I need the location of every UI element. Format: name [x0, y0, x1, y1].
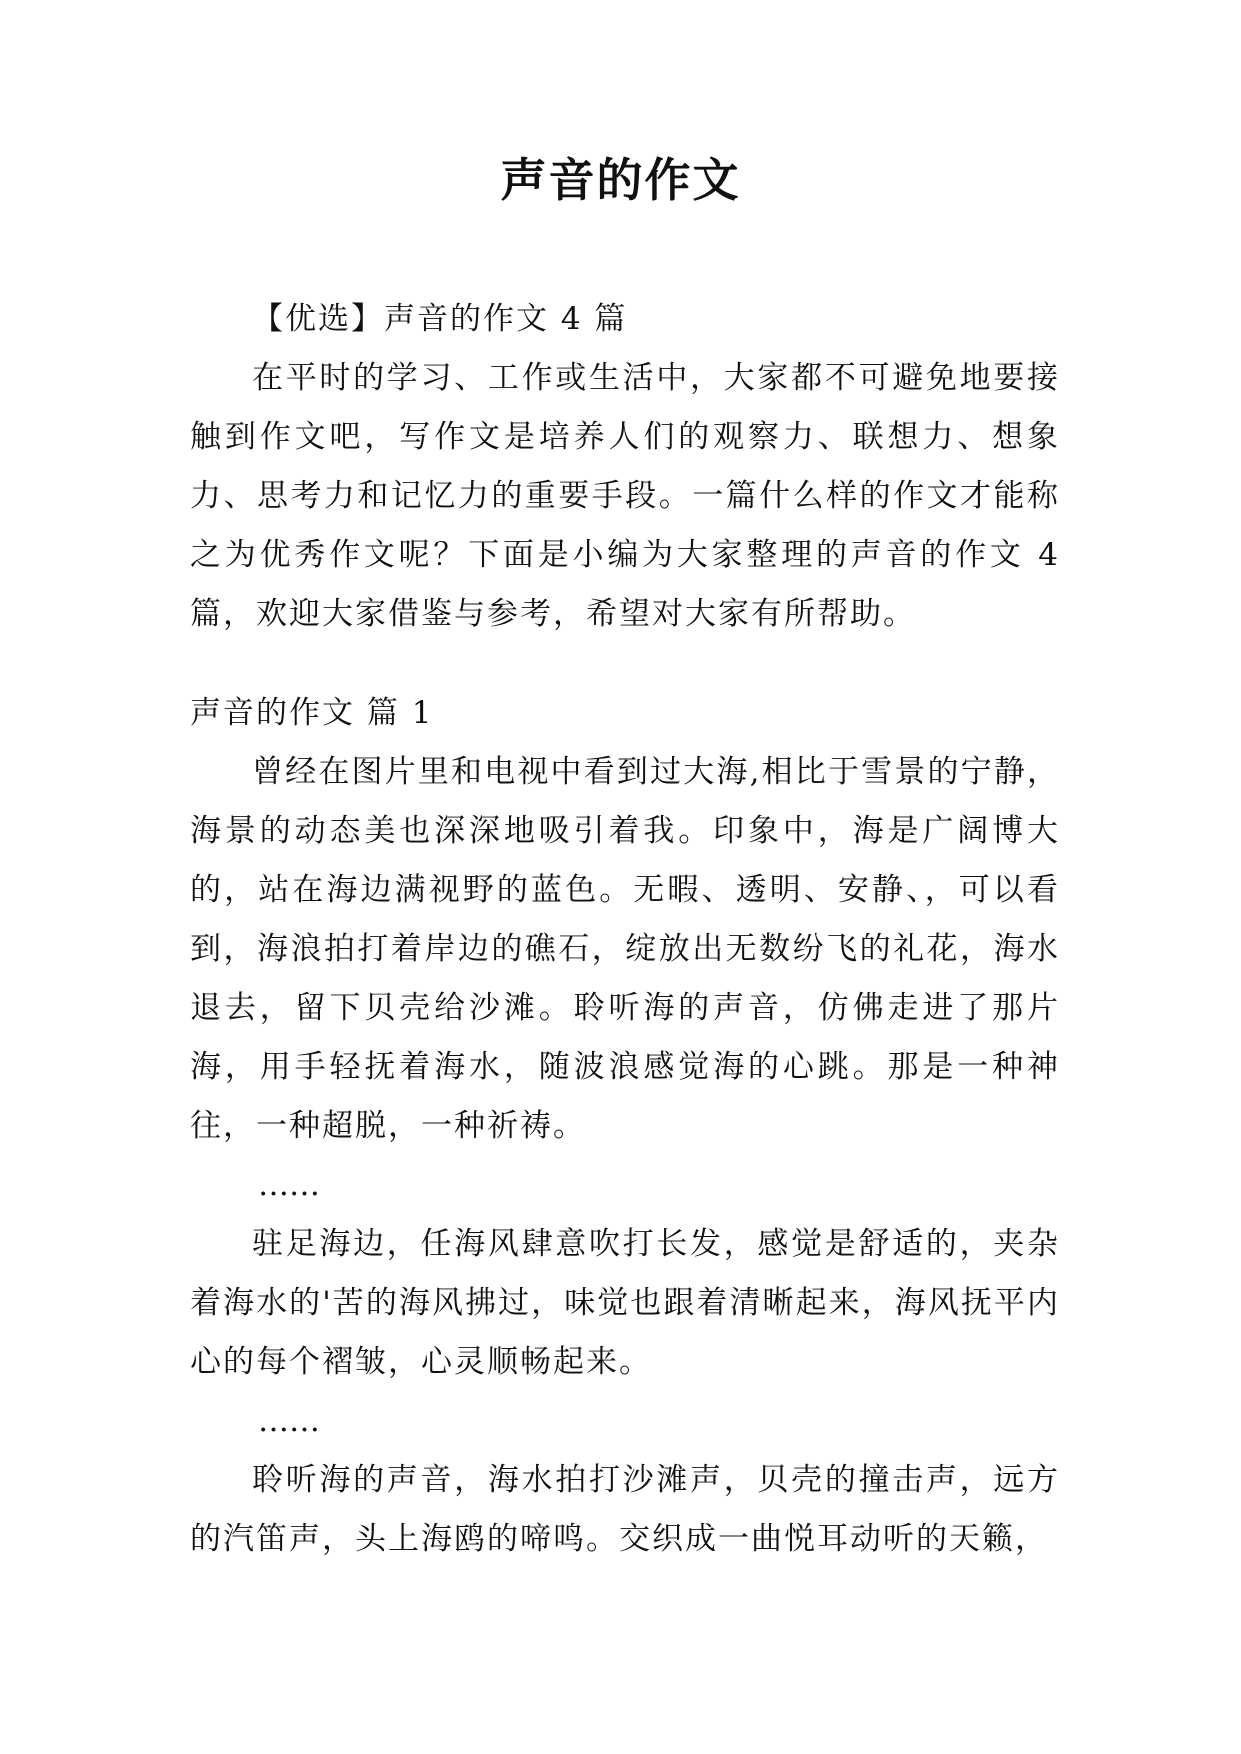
ellipsis-1: …… [258, 1167, 320, 1203]
document-body [190, 290, 1060, 1569]
document-title: 声音的作文 [500, 153, 741, 207]
body-paragraph-3: 聆听海的声音，海水拍打沙滩声，贝壳的撞击声，远方的汽笛声，头上海鸥的啼鸣。交织成一曲悦耳动听的天籁， [190, 1462, 1060, 1557]
document-subtitle: 【优选】声音的作文 4 篇 [252, 301, 628, 337]
ellipsis-2: …… [258, 1403, 320, 1439]
section-heading: 声音的作文 篇 1 [190, 695, 434, 731]
body-paragraph-2: 驻足海边，任海风肆意吹打长发，感觉是舒适的，夹杂着海水的'苦的海风拂过，味觉也跟着清晰起来，海风抚平内心的每个褶皱，心灵顺畅起来。 [190, 1226, 1060, 1380]
body-paragraph-1: 曾经在图片里和电视中看到过大海,相比于雪景的宁静，海景的动态美也深深地吸引着我。印象中，海是广阔博大的，站在海边满视野的蓝色。无暇、透明、安静、，可以看到，海浪拍打着岸边的礁石，绽放出无数纷飞的礼花，海水退去，留下贝壳给沙滩。聆听海的声音，仿佛走进了那片海，用手轻抚着海水，随波浪感觉海的心跳。那是一种神往，一种超脱，一种祈祷。 [190, 754, 1060, 1144]
intro-paragraph: 在平时的学习、工作或生活中，大家都不可避免地要接触到作文吧，写作文是培养人们的观察力、联想力、想象力、思考力和记忆力的重要手段。一篇什么样的作文才能称之为优秀作文呢？下面是小编为大家整理的声音的作文 4 篇，欢迎大家借鉴与参考，希望对大家有所帮助。 [190, 360, 1060, 632]
